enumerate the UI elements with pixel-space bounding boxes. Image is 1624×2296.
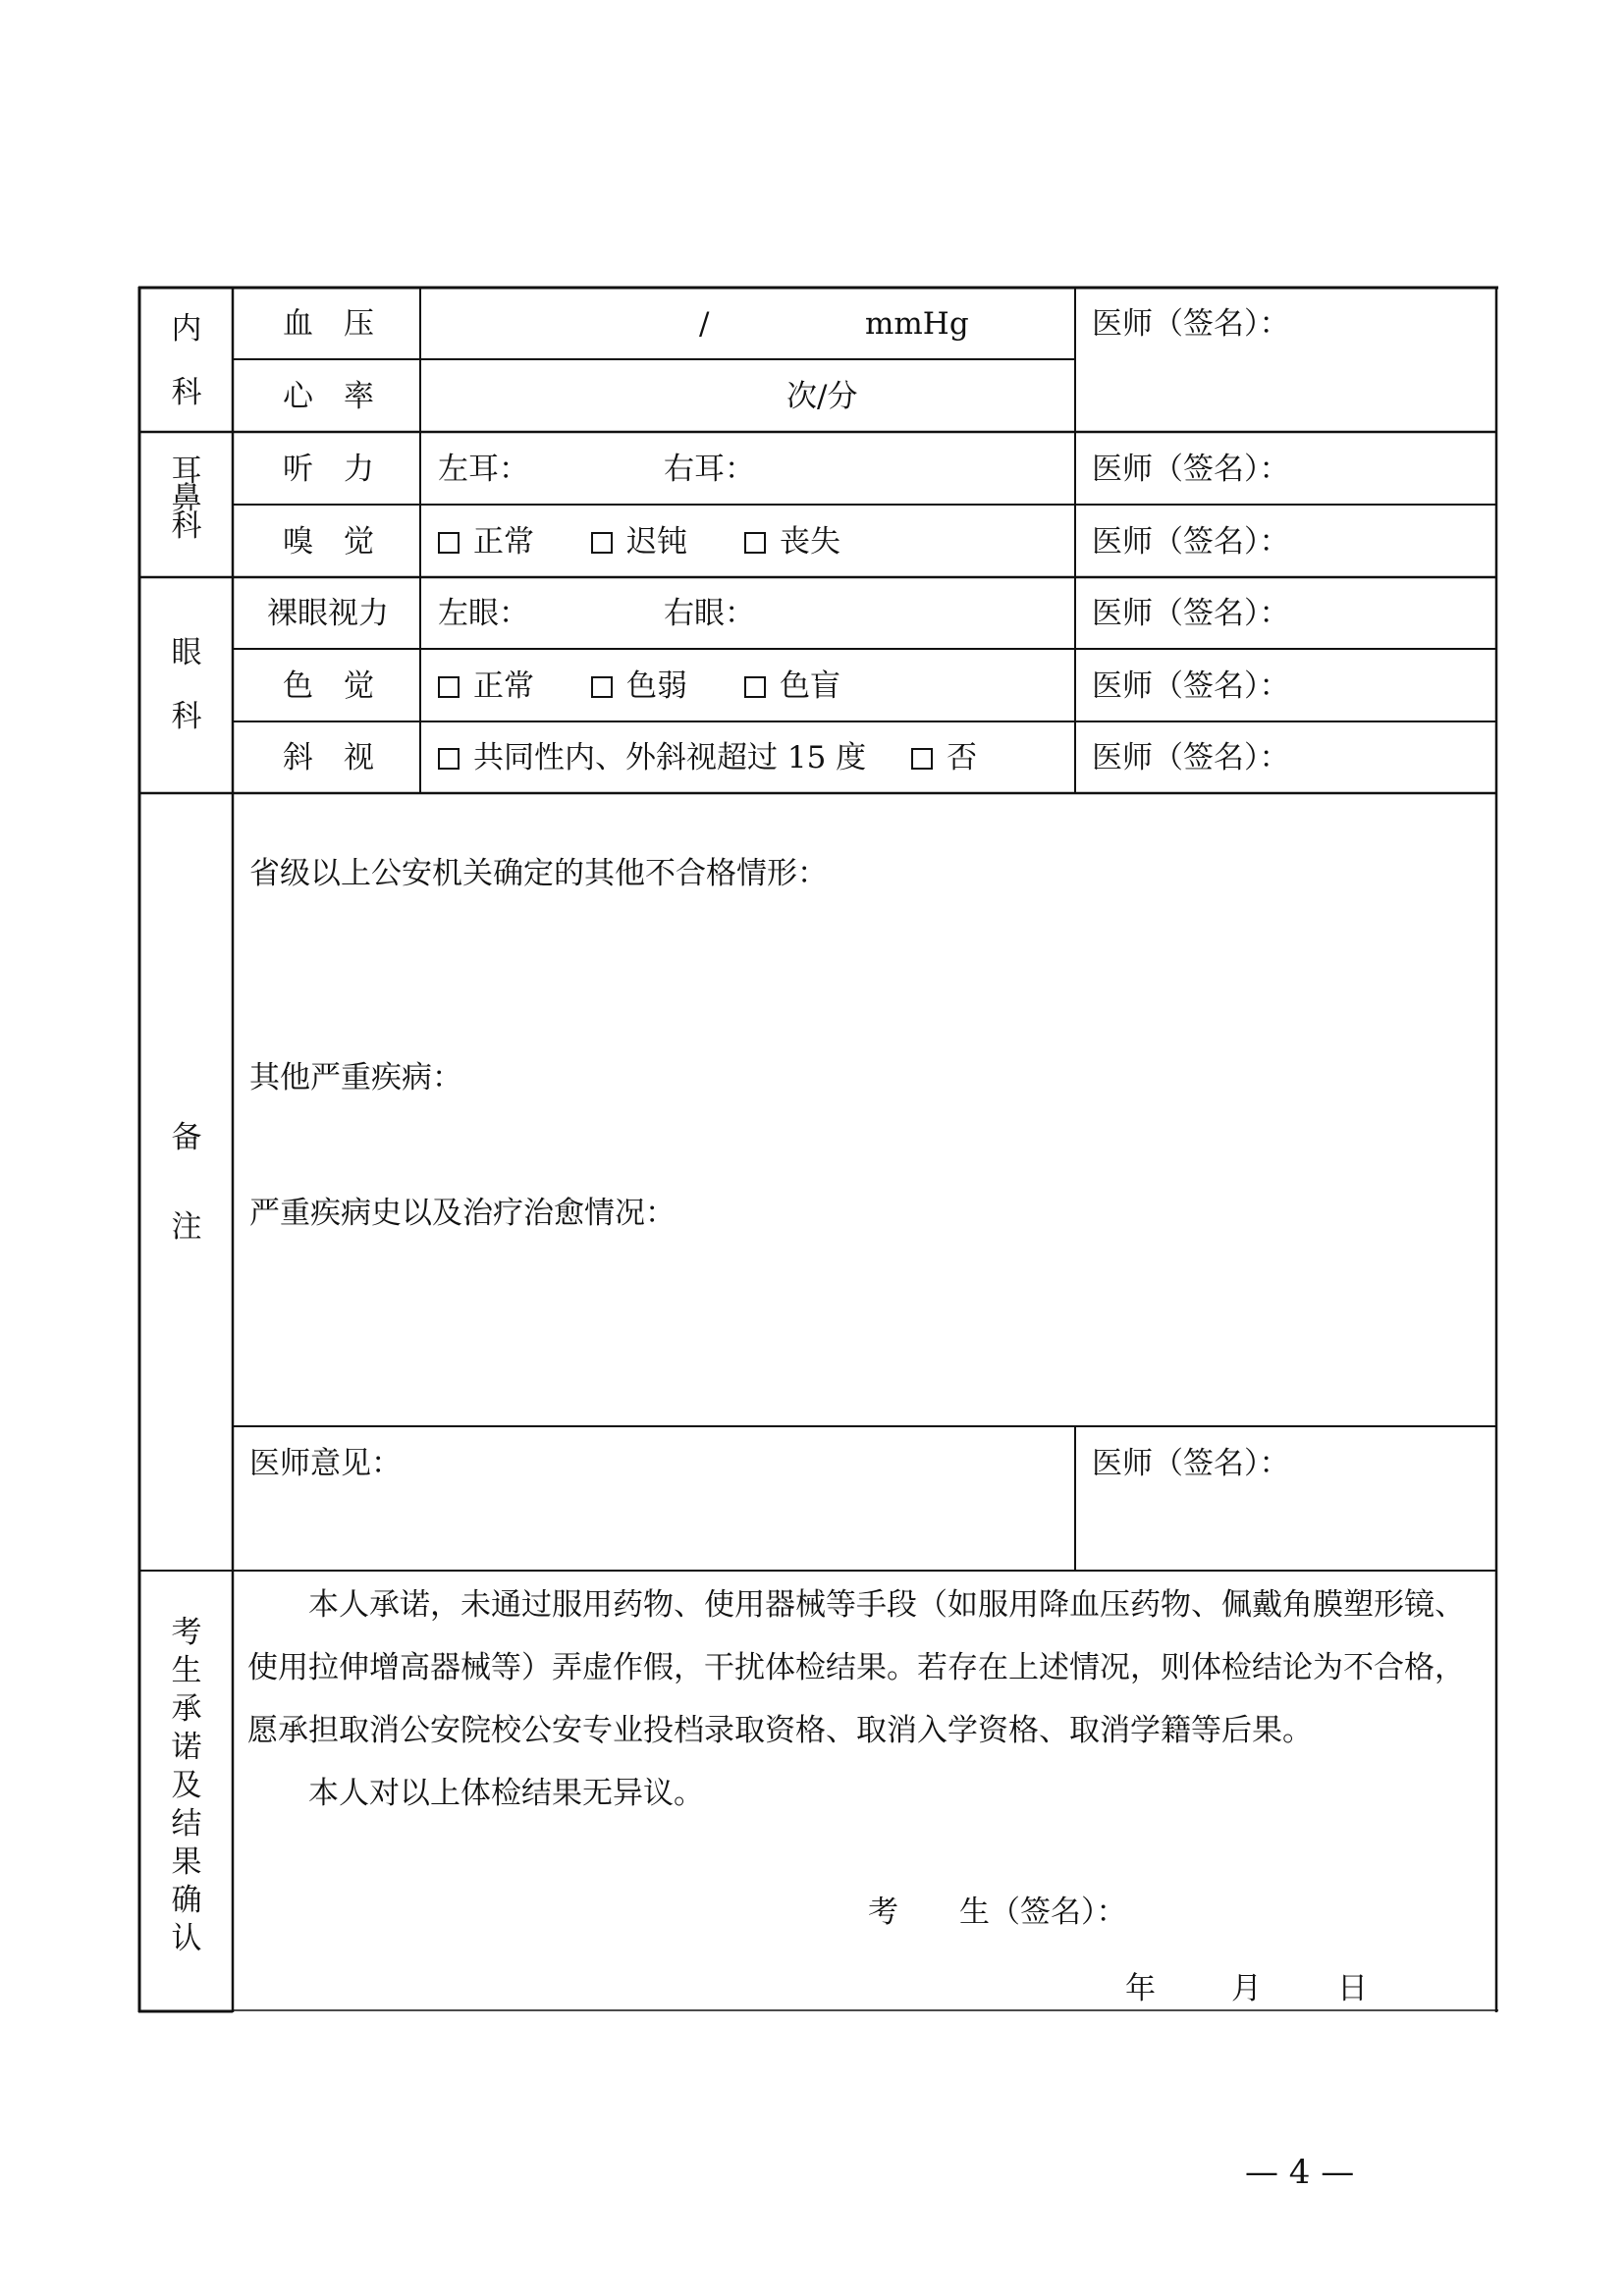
checkbox-icon[interactable] bbox=[744, 532, 766, 554]
checkbox-icon[interactable] bbox=[591, 676, 613, 698]
doctor-signature-smell: 医师（签名）： bbox=[1092, 524, 1290, 560]
checkbox-icon[interactable] bbox=[591, 532, 613, 554]
smell-option-normal[interactable]: 正常 bbox=[438, 524, 534, 560]
candidate-signature: 考 生（签名）： bbox=[868, 1895, 1127, 1930]
strabismus-option-no[interactable]: 否 bbox=[911, 740, 977, 775]
pledge-text bbox=[247, 1574, 1481, 1825]
color-option-blind[interactable]: 色盲 bbox=[744, 668, 840, 704]
heart-rate-label: 心 率 bbox=[283, 379, 374, 414]
date-month: 月 bbox=[1231, 1971, 1262, 2006]
other-disease-label: 其他严重疾病： bbox=[249, 1060, 462, 1095]
doctor-signature-internal: 医师（签名）： bbox=[1092, 306, 1290, 342]
vision-left-eye: 左眼： bbox=[438, 596, 529, 631]
color-vision-options bbox=[438, 668, 899, 704]
vision-right-eye: 右眼： bbox=[664, 596, 755, 631]
section-label-pledge: 考 生 承 诺 及 结 果 确 认 bbox=[171, 1615, 202, 1956]
color-option-normal[interactable]: 正常 bbox=[438, 668, 534, 704]
date-year: 年 bbox=[1125, 1971, 1156, 2006]
section-label-internal-medicine: 内 科 bbox=[171, 311, 202, 410]
bp-slash: / bbox=[699, 306, 710, 342]
section-label-remarks: 备 注 bbox=[171, 1120, 202, 1245]
smell-options bbox=[438, 524, 899, 560]
checkbox-icon[interactable] bbox=[911, 748, 933, 770]
doctor-signature-color: 医师（签名）： bbox=[1092, 668, 1290, 704]
doctor-opinion-label: 医师意见： bbox=[249, 1446, 402, 1481]
vision-label: 裸眼视力 bbox=[267, 596, 389, 631]
checkbox-icon[interactable] bbox=[438, 748, 460, 770]
strabismus-label: 斜 视 bbox=[283, 740, 374, 775]
color-option-weak[interactable]: 色弱 bbox=[591, 668, 687, 704]
pledge-paragraph-2: 本人对以上体检结果无异议。 bbox=[308, 1776, 704, 1811]
hearing-right-ear: 右耳： bbox=[664, 452, 755, 487]
page-number: — 4 — bbox=[1245, 2153, 1355, 2192]
other-unqualified-label: 省级以上公安机关确定的其他不合格情形： bbox=[249, 856, 828, 891]
pledge-paragraph-1: 本人承诺，未通过服用药物、使用器械等手段（如服用降血压药物、佩戴角膜塑形镜、使用拉伸增高器械等）弄虚作假，干扰体检结果。若存在上述情况，则体检结论为不合格，愿承担取消公安院校公安专业投档录取资格、取消入学资格、取消学籍等后果。 bbox=[247, 1587, 1465, 1748]
bp-unit: mmHg bbox=[865, 306, 969, 342]
checkbox-icon[interactable] bbox=[744, 676, 766, 698]
disease-history-label: 严重疾病史以及治疗治愈情况： bbox=[249, 1196, 676, 1231]
hearing-label: 听 力 bbox=[283, 452, 374, 487]
heart-rate-unit: 次/分 bbox=[786, 379, 858, 414]
strabismus-option-exceeds[interactable]: 共同性内、外斜视超过 15 度 bbox=[438, 740, 866, 775]
hearing-left-ear: 左耳： bbox=[438, 452, 529, 487]
color-vision-label: 色 觉 bbox=[283, 668, 374, 704]
doctor-signature-vision: 医师（签名）： bbox=[1092, 596, 1290, 631]
bp-label: 血 压 bbox=[283, 306, 374, 342]
date-day: 日 bbox=[1337, 1971, 1368, 2006]
checkbox-icon[interactable] bbox=[438, 532, 460, 554]
smell-option-lost[interactable]: 丧失 bbox=[744, 524, 840, 560]
doctor-signature-hearing: 医师（签名）： bbox=[1092, 452, 1290, 487]
doctor-signature-remarks: 医师（签名）： bbox=[1092, 1446, 1290, 1481]
smell-option-dull[interactable]: 迟钝 bbox=[591, 524, 687, 560]
section-label-eye: 眼 科 bbox=[171, 635, 202, 734]
doctor-signature-strabismus: 医师（签名）： bbox=[1092, 740, 1290, 775]
checkbox-icon[interactable] bbox=[438, 676, 460, 698]
smell-label: 嗅 觉 bbox=[283, 524, 374, 560]
strabismus-options bbox=[438, 740, 1036, 775]
section-label-ent: 耳 鼻 科 bbox=[171, 454, 202, 544]
